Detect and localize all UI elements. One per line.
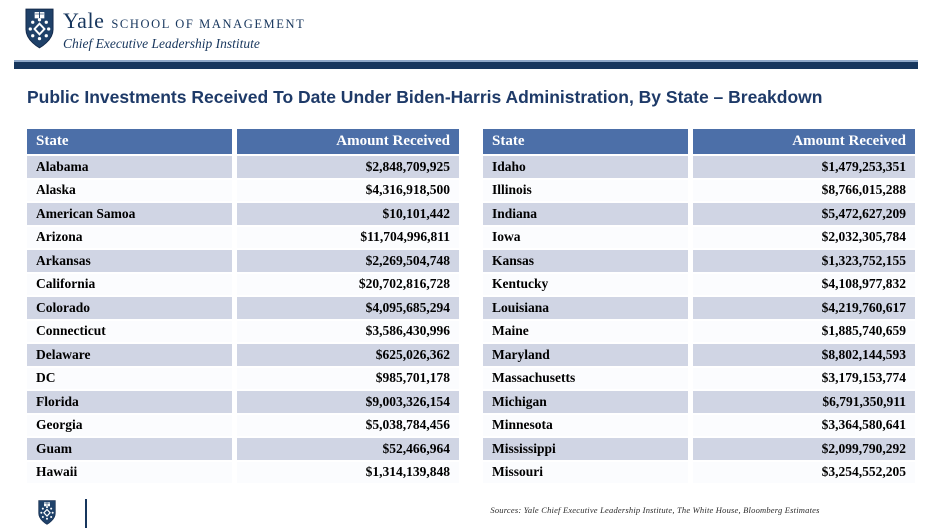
table-row xyxy=(27,391,459,415)
sources-text: Sources: Yale Chief Executive Leadership Institute, The White House, Bloomberg Estimates xyxy=(490,505,820,515)
state-cell: American Samoa xyxy=(27,203,237,227)
amount-cell: $5,472,627,209 xyxy=(693,203,915,227)
amount-cell: $1,479,253,351 xyxy=(693,156,915,180)
table-row xyxy=(483,438,915,462)
state-cell: Alabama xyxy=(27,156,237,180)
amount-cell: $52,466,964 xyxy=(237,438,459,462)
state-cell: Massachusetts xyxy=(483,368,693,392)
amount-cell: $2,269,504,748 xyxy=(237,250,459,274)
table-row xyxy=(483,227,915,251)
state-cell: Arizona xyxy=(27,227,237,251)
column-header-amount: Amount Received xyxy=(693,129,915,156)
table-row xyxy=(483,274,915,298)
amount-cell: $6,791,350,911 xyxy=(693,391,915,415)
table-row xyxy=(483,368,915,392)
state-cell: Missouri xyxy=(483,462,693,486)
brand-name: Yale xyxy=(63,8,105,33)
table-row xyxy=(27,462,459,486)
state-cell: Illinois xyxy=(483,180,693,204)
amount-cell: $11,704,996,811 xyxy=(237,227,459,251)
state-cell: California xyxy=(27,274,237,298)
table-row xyxy=(483,180,915,204)
state-cell: Arkansas xyxy=(27,250,237,274)
tables-container xyxy=(27,129,915,485)
amount-cell: $8,766,015,288 xyxy=(693,180,915,204)
state-cell: Hawaii xyxy=(27,462,237,486)
table-row xyxy=(27,438,459,462)
table-row xyxy=(483,391,915,415)
table-header-row xyxy=(483,129,915,156)
amount-cell: $2,848,709,925 xyxy=(237,156,459,180)
state-cell: Colorado xyxy=(27,297,237,321)
table-row xyxy=(483,297,915,321)
state-cell: Idaho xyxy=(483,156,693,180)
state-cell: Michigan xyxy=(483,391,693,415)
state-cell: Delaware xyxy=(27,344,237,368)
table-row xyxy=(27,415,459,439)
amount-cell: $1,314,139,848 xyxy=(237,462,459,486)
table-row xyxy=(483,415,915,439)
state-cell: Kentucky xyxy=(483,274,693,298)
table-row xyxy=(27,227,459,251)
amount-cell: $3,254,552,205 xyxy=(693,462,915,486)
table-row xyxy=(27,274,459,298)
table-row xyxy=(483,321,915,345)
amount-cell: $625,026,362 xyxy=(237,344,459,368)
yale-shield-icon xyxy=(25,8,54,49)
state-cell: Louisiana xyxy=(483,297,693,321)
state-cell: Alaska xyxy=(27,180,237,204)
state-cell: DC xyxy=(27,368,237,392)
state-cell: Kansas xyxy=(483,250,693,274)
table-row xyxy=(483,203,915,227)
state-cell: Connecticut xyxy=(27,321,237,345)
table-row xyxy=(483,156,915,180)
state-cell: Iowa xyxy=(483,227,693,251)
state-cell: Maine xyxy=(483,321,693,345)
amount-cell: $8,802,144,593 xyxy=(693,344,915,368)
state-cell: Minnesota xyxy=(483,415,693,439)
amount-cell: $1,885,740,659 xyxy=(693,321,915,345)
state-cell: Indiana xyxy=(483,203,693,227)
amount-cell: $3,586,430,996 xyxy=(237,321,459,345)
amount-cell: $5,038,784,456 xyxy=(237,415,459,439)
state-cell: Georgia xyxy=(27,415,237,439)
yale-shield-icon-small xyxy=(38,500,56,525)
amount-cell: $985,701,178 xyxy=(237,368,459,392)
amount-cell: $4,108,977,832 xyxy=(693,274,915,298)
table-row xyxy=(483,462,915,486)
amount-cell: $10,101,442 xyxy=(237,203,459,227)
table-header-row xyxy=(27,129,459,156)
amount-cell: $3,364,580,641 xyxy=(693,415,915,439)
state-cell: Florida xyxy=(27,391,237,415)
amount-cell: $4,316,918,500 xyxy=(237,180,459,204)
table-row xyxy=(27,368,459,392)
state-cell: Mississippi xyxy=(483,438,693,462)
amount-cell: $9,003,326,154 xyxy=(237,391,459,415)
amount-cell: $1,323,752,155 xyxy=(693,250,915,274)
state-cell: Maryland xyxy=(483,344,693,368)
column-header-state: State xyxy=(483,129,693,156)
amount-cell: $2,032,305,784 xyxy=(693,227,915,251)
amount-cell: $2,099,790,292 xyxy=(693,438,915,462)
table-row xyxy=(27,344,459,368)
column-header-state: State xyxy=(27,129,237,156)
amount-cell: $3,179,153,774 xyxy=(693,368,915,392)
table-row xyxy=(27,156,459,180)
yale-logo xyxy=(25,8,305,52)
amount-cell: $20,702,816,728 xyxy=(237,274,459,298)
yale-logo-text xyxy=(63,8,305,52)
amount-cell: $4,219,760,617 xyxy=(693,297,915,321)
table-row xyxy=(27,250,459,274)
state-cell: Guam xyxy=(27,438,237,462)
page-title: Public Investments Received To Date Under Biden-Harris Administration, By State – Breakdown xyxy=(27,87,823,107)
header-divider xyxy=(14,60,918,69)
table-row xyxy=(483,344,915,368)
brand-institute: Chief Executive Leadership Institute xyxy=(63,36,260,51)
table-row xyxy=(27,297,459,321)
state-table-right xyxy=(483,129,915,485)
amount-cell: $4,095,685,294 xyxy=(237,297,459,321)
table-row xyxy=(483,250,915,274)
column-header-amount: Amount Received xyxy=(237,129,459,156)
table-row xyxy=(27,203,459,227)
table-row xyxy=(27,180,459,204)
state-table-left xyxy=(27,129,459,485)
footer-divider xyxy=(85,499,87,528)
table-row xyxy=(27,321,459,345)
brand-school: SCHOOL OF MANAGEMENT xyxy=(111,17,306,31)
